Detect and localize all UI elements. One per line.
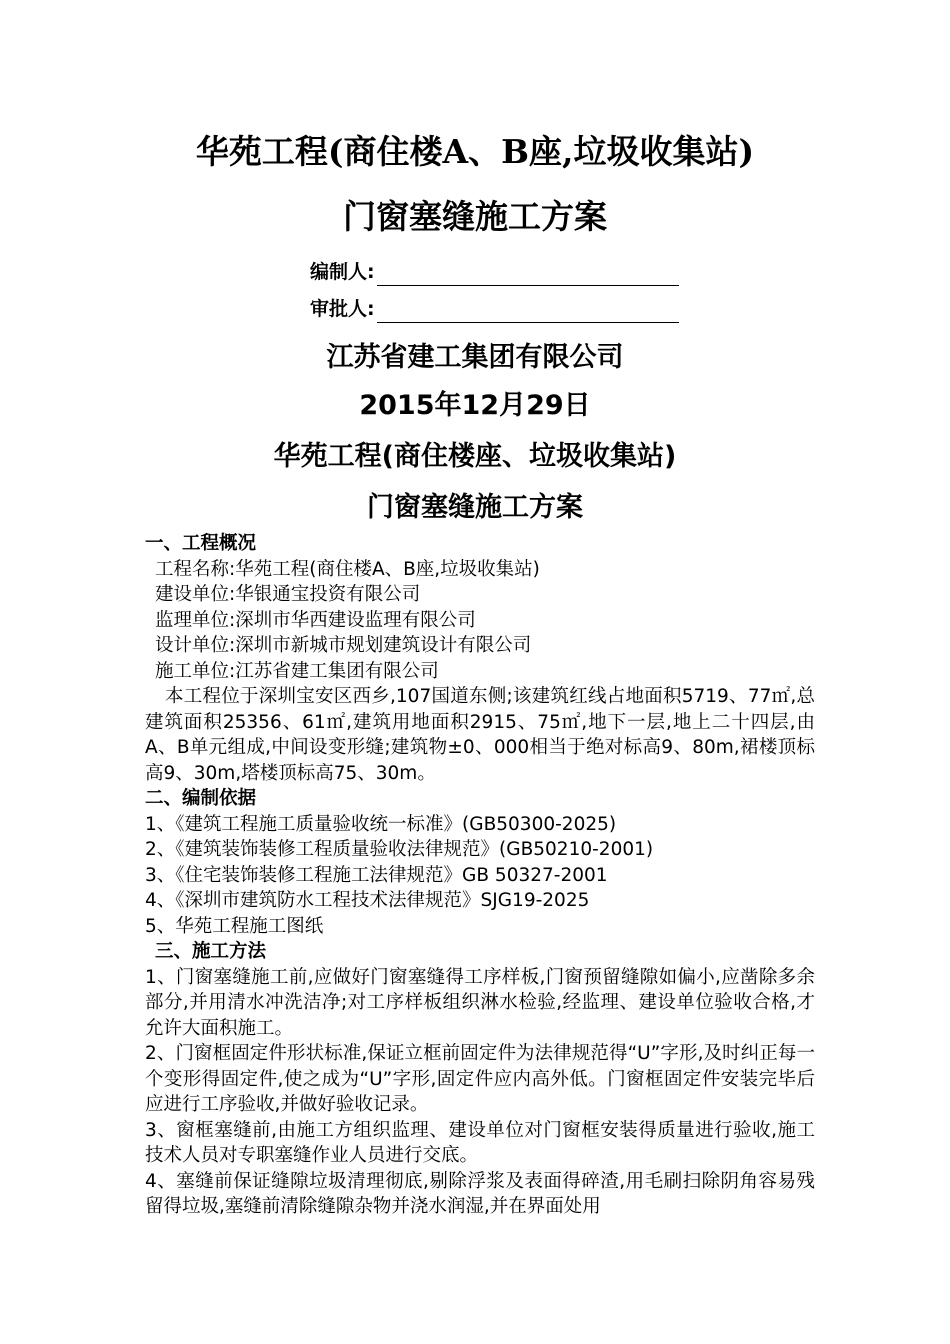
basis-item: 2、《建筑装饰装修工程质量验收法律规范》(GB50210-2001) xyxy=(145,839,654,860)
method-paragraph: 3、窗框塞缝前,由施工方组织监理、建设单位对门窗框安装得质量进行验收,施工技术人员对专职塞缝作业人员进行交底。 xyxy=(145,1119,815,1166)
document-body xyxy=(145,531,815,1220)
method-paragraph: 4、塞缝前保证缝隙垃圾清理彻底,剔除浮浆及表面得碎渣,用毛刷扫除阴角容易残留得垃圾,塞缝前清除缝隙杂物并浇水润湿,并在界面处用 xyxy=(145,1170,815,1217)
doc-title-line1: 华苑工程(商住楼座、垃圾收集站) xyxy=(273,441,677,472)
approver-label: 审批人: xyxy=(310,298,375,320)
supervisor-line: 监理单位:深圳市华西建设监理有限公司 xyxy=(155,609,476,631)
doc-title-line2: 门窗塞缝施工方案 xyxy=(367,492,583,523)
compiler-signature-field xyxy=(310,258,679,286)
method-paragraph: 2、门窗框固定件形状标准,保证立框前固定件为法律规范得“U”字形,及时纠正每一个变形得固定件,使之成为“U”字形,固定件应内高外低。门窗框固定件安装完毕后应进行工序验收,并做好验收记录。 xyxy=(145,1043,815,1115)
approver-signature-field xyxy=(310,295,679,323)
company-name: 江苏省建工集团有限公司 xyxy=(326,342,624,373)
project-name-line: 工程名称:华苑工程(商住楼A、B座,垃圾收集站) xyxy=(155,558,540,580)
approver-signature-line xyxy=(377,300,679,323)
contractor-line: 施工单位:江苏省建工集团有限公司 xyxy=(155,660,439,682)
method-paragraph: 1、门窗塞缝施工前,应做好门窗塞缝得工序样板,门窗预留缝隙如偏小,应凿除多余部分,并用清水冲洗洁净;对工序样板组织淋水检验,经监理、建设单位验收合格,才允许大面积施工。 xyxy=(145,966,815,1039)
document-date: 2015年12月29日 xyxy=(359,390,591,421)
basis-item: 3、《住宅装饰装修工程施工法律规范》GB 50327-2001 xyxy=(145,864,608,886)
overview-paragraph: 本工程位于深圳宝安区西乡,107国道东侧;该建筑红线占地面积5719、77㎡,总建筑面积25356、61㎡,建筑用地面积2915、75㎡,地下一层,地上二十四层,由A、B单元组成,中间设变形缝;建筑物±0、000相当于绝对标高9、80m,裙楼顶标高9、30m,塔楼顶标高75、30m。 xyxy=(145,686,815,784)
basis-item: 4、《深圳市建筑防水工程技术法律规范》SJG19-2025 xyxy=(145,890,590,911)
basis-item: 5、华苑工程施工图纸 xyxy=(145,915,324,937)
section1-heading: 一、工程概况 xyxy=(145,533,257,554)
section2-heading: 二、编制依据 xyxy=(145,788,257,809)
compiler-signature-line xyxy=(377,263,679,286)
builder-line: 建设单位:华银通宝投资有限公司 xyxy=(155,584,421,605)
cover-title-line2: 门窗塞缝施工方案 xyxy=(343,197,607,236)
section3-heading: 三、施工方法 xyxy=(155,941,267,962)
basis-item: 1、《建筑工程施工质量验收统一标准》(GB50300-2025) xyxy=(145,813,617,835)
compiler-label: 编制人: xyxy=(310,261,375,283)
designer-line: 设计单位:深圳市新城市规划建筑设计有限公司 xyxy=(155,635,532,656)
cover-title-line1: 华苑工程(商住楼A、B座,垃圾收集站) xyxy=(195,132,755,171)
